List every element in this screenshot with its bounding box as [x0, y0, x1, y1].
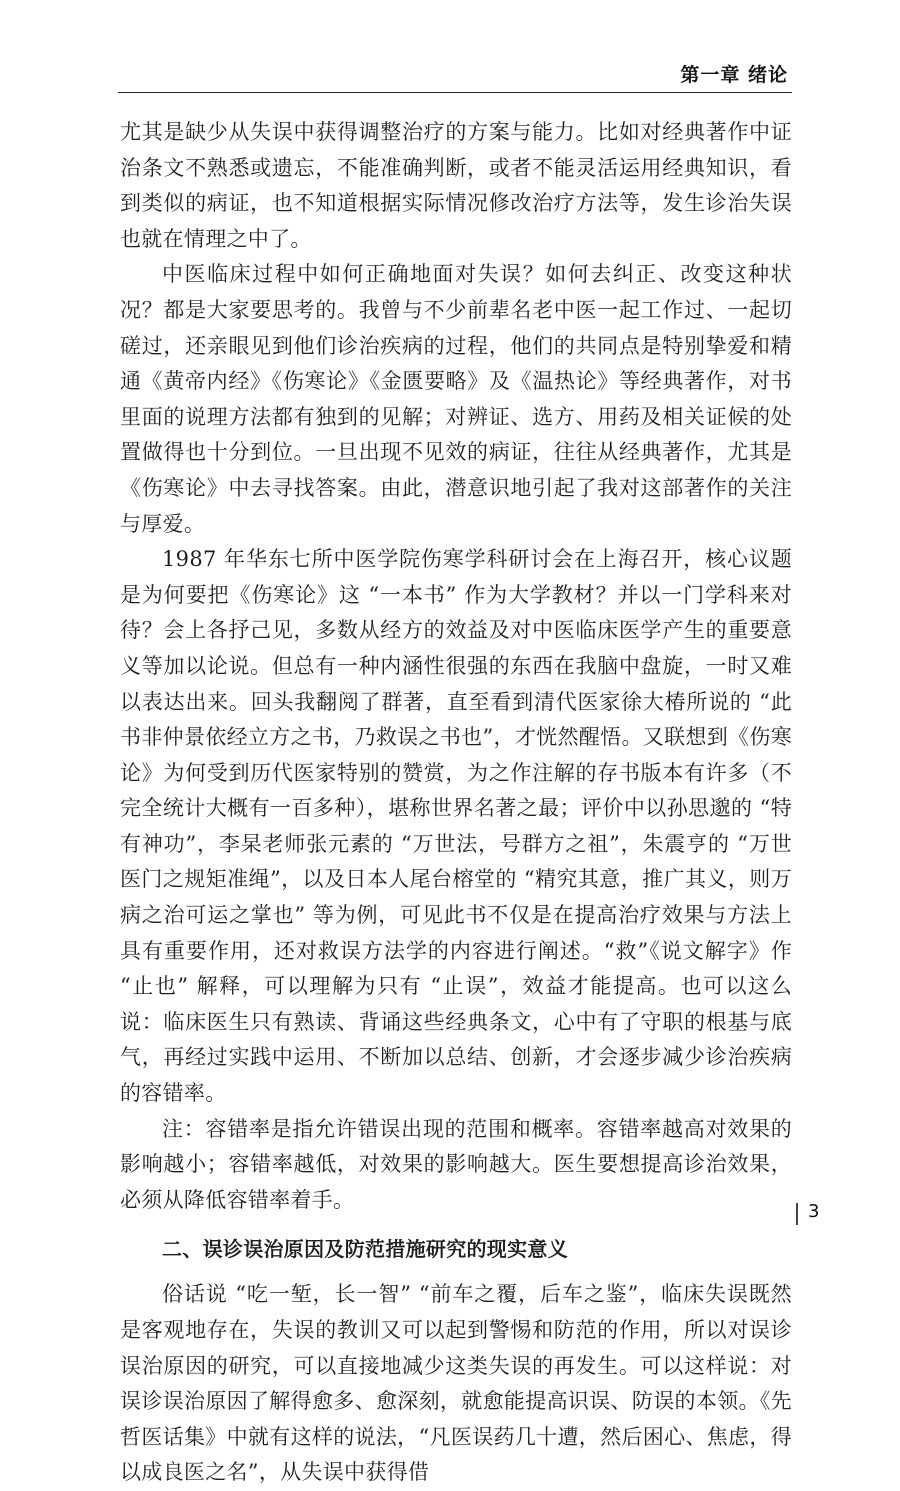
note-paragraph: 注：容错率是指允许错误出现的范围和概率。容错率越高对效果的影响越小；容错率越低，对效果的影响越大。医生要想提高诊治效果，必须从降低容错率着手。 [120, 1116, 792, 1212]
page-number: 3 [808, 1201, 820, 1222]
running-header [118, 58, 792, 93]
footer-divider [796, 1203, 798, 1225]
page-body [120, 115, 792, 1491]
paragraph: 俗话说 “吃一堑，长一智” “前车之覆，后车之鉴”，临床失误既然是客观地存在，失误的教训又可以起到警惕和防范的作用，所以对误诊误治原因的研究，可以直接地减少这类失误的再发生。可以这样说：对误诊误治原因了解得愈多、愈深刻，就愈能提高识误、防误的本领。《先哲医话集》中就有这样的说法，“凡医误药几十遭，然后困心、焦虑，得以成良医之名”，从失误中获得借 [120, 1282, 792, 1485]
paragraph-continuation: 尤其是缺少从失误中获得调整治疗的方案与能力。比如对经典著作中证治条文不熟悉或遗忘，不能准确判断，或者不能灵活运用经典知识，看到类似的病证，也不知道根据实际情况修改治疗方法等，发生诊治失误也就在情理之中了。 [120, 120, 792, 251]
section-heading: 二、误诊误治原因及防范措施研究的现实意义 [162, 1237, 568, 1262]
paragraph: 1987 年华东七所中医学院伤寒学科研讨会在上海召开，核心议题是为何要把《伤寒论》这 “一本书” 作为大学教材？并以一门学科来对待？会上各抒己见，多数从经方的效益及对中医临床医学产生的重要意义等加以论说。但总有一种内涵性很强的东西在我脑中盘旋，一时又难以表达出来。回头我翻阅了群著，直至看到清代医家徐大椿所说的 “此书非仲景依经立方之书，乃救误之书也”，才恍然醒悟。又联想到《伤寒论》为何受到历代医家特别的赞赏，为之作注解的存书版本有许多（不完全统计大概有一百多种），堪称世界名著之最；评价中以孙思邈的 “特有神功”，李杲老师张元素的 “万世法，号群方之祖”，朱震亨的 “万世医门之规矩准绳”，以及日本人尾台榕堂的 “精究其意，推广其义，则万病之治可运之掌也” 等为例，可见此书不仅是在提高治疗效果与方法上具有重要作用，还对救误方法学的内容进行阐述。“救”《说文解字》作 “止也” 解释，可以理解为只有 “止误”，效益才能提高。也可以这么说：临床医生只有熟读、背诵这些经典条文，心中有了守职的根基与底气，再经过实践中运用、不断加以总结、创新，才会逐步减少诊治疾病的容错率。 [120, 547, 792, 1106]
chapter-title: 第一章 绪论 [680, 64, 788, 86]
paragraph: 中医临床过程中如何正确地面对失误？如何去纠正、改变这种状况？都是大家要思考的。我曾与不少前辈名老中医一起工作过、一起切磋过，还亲眼见到他们诊治疾病的过程，他们的共同点是特别挚爱和精通《黄帝内经》《伤寒论》《金匮要略》及《温热论》等经典著作，对书里面的说理方法都有独到的见解；对辨证、选方、用药及相关证候的处置做得也十分到位。一旦出现不见效的病证，往往从经典著作，尤其是《伤寒论》中去寻找答案。由此，潜意识地引起了我对这部著作的关注与厚爱。 [120, 262, 792, 536]
